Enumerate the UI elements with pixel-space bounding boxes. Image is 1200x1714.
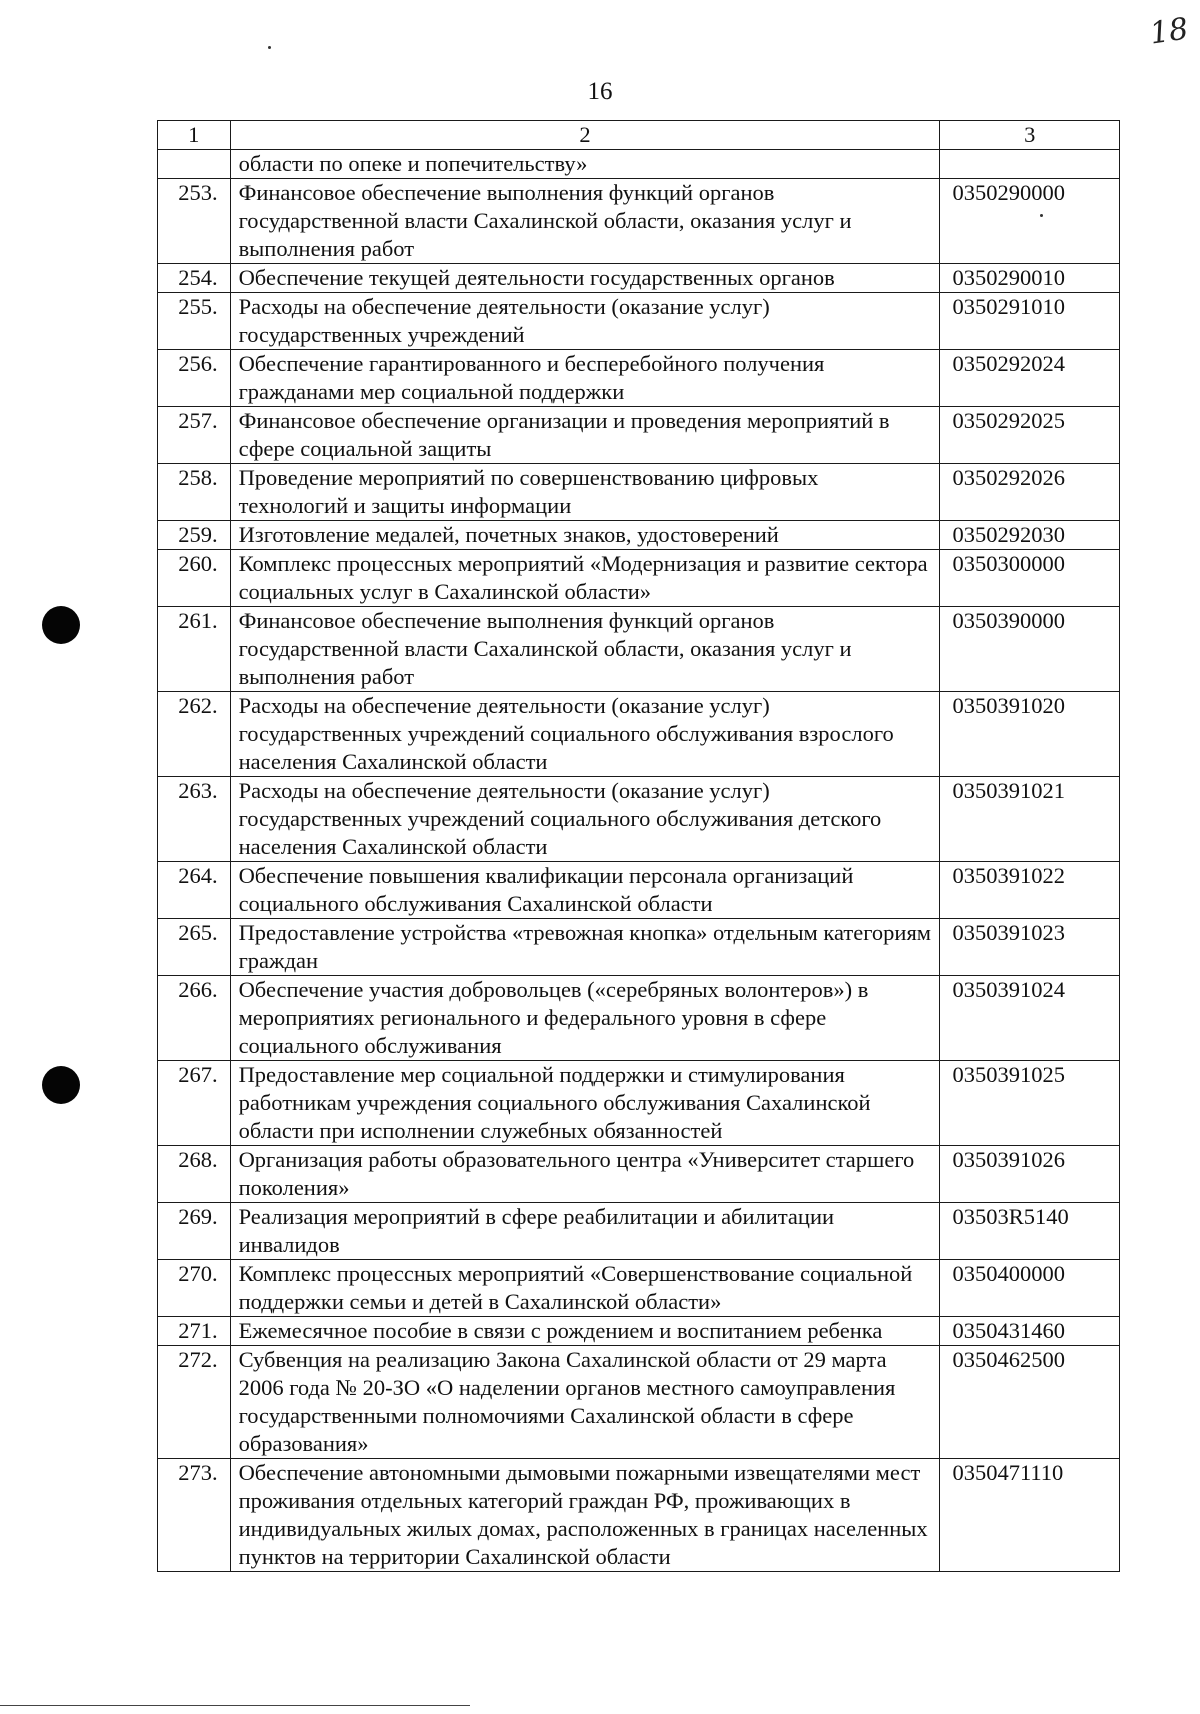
row-number: 265. [158, 919, 231, 976]
table-row [158, 550, 1120, 607]
row-code: 0350471110 [940, 1459, 1120, 1572]
row-code: 0350431460 [940, 1317, 1120, 1346]
row-number: 256. [158, 350, 231, 407]
punch-hole [42, 1066, 80, 1104]
row-code: 0350400000 [940, 1260, 1120, 1317]
table-row [158, 464, 1120, 521]
row-number: 270. [158, 1260, 231, 1317]
row-description: Ежемесячное пособие в связи с рождением и воспитанием ребенка [230, 1317, 940, 1346]
row-code: 0350391025 [940, 1061, 1120, 1146]
table-row [158, 179, 1120, 264]
row-description: Финансовое обеспечение организации и проведения мероприятий в сфере социальной защиты [230, 407, 940, 464]
row-description: Обеспечение повышения квалификации персонала организаций социального обслуживания Сахалинской области [230, 862, 940, 919]
row-number: 271. [158, 1317, 231, 1346]
row-code: 0350391020 [940, 692, 1120, 777]
table-row [158, 976, 1120, 1061]
row-code: 0350290010 [940, 264, 1120, 293]
row-description: Изготовление медалей, почетных знаков, удостоверений [230, 521, 940, 550]
header-col-2: 2 [230, 121, 940, 150]
table-header-row [158, 121, 1120, 150]
row-number: 253. [158, 179, 231, 264]
row-number: 257. [158, 407, 231, 464]
bottom-scan-line [0, 1705, 470, 1706]
row-number: 254. [158, 264, 231, 293]
row-code: 0350292025 [940, 407, 1120, 464]
row-code: 0350300000 [940, 550, 1120, 607]
table-row [158, 607, 1120, 692]
row-number: 267. [158, 1061, 231, 1146]
row-code: 0350391022 [940, 862, 1120, 919]
row-number: 262. [158, 692, 231, 777]
row-number: 269. [158, 1203, 231, 1260]
header-col-1: 1 [158, 121, 231, 150]
row-description: Предоставление устройства «тревожная кнопка» отдельным категориям граждан [230, 919, 940, 976]
row-code: 0350390000 [940, 607, 1120, 692]
row-number: 261. [158, 607, 231, 692]
row-number: 266. [158, 976, 231, 1061]
table-row [158, 293, 1120, 350]
table-row [158, 692, 1120, 777]
header-col-3: 3 [940, 121, 1120, 150]
table-row [158, 264, 1120, 293]
row-number: 258. [158, 464, 231, 521]
row-code: 03503R5140 [940, 1203, 1120, 1260]
row-code: 0350292024 [940, 350, 1120, 407]
table-row [158, 521, 1120, 550]
table-row [158, 862, 1120, 919]
continuation-row [158, 150, 1120, 179]
row-description: Обеспечение участия добровольцев («серебряных волонтеров») в мероприятиях регионального и федерального уровня в сфере социального обслуживания [230, 976, 940, 1061]
row-description: Расходы на обеспечение деятельности (оказание услуг) государственных учреждений [230, 293, 940, 350]
row-code: 0350292026 [940, 464, 1120, 521]
row-description: Финансовое обеспечение выполнения функций органов государственной власти Сахалинской области, оказания услуг и выполнения работ [230, 607, 940, 692]
budget-codes-table [157, 120, 1120, 1572]
row-description: Проведение мероприятий по совершенствованию цифровых технологий и защиты информации [230, 464, 940, 521]
row-code: 0350290000 [940, 179, 1120, 264]
row-code: 0350391024 [940, 976, 1120, 1061]
table-row [158, 350, 1120, 407]
row-number: 259. [158, 521, 231, 550]
row-description: Обеспечение текущей деятельности государственных органов [230, 264, 940, 293]
row-number: 272. [158, 1346, 231, 1459]
row-code: 0350462500 [940, 1346, 1120, 1459]
row-description: Расходы на обеспечение деятельности (оказание услуг) государственных учреждений социального обслуживания детского населения Сахалинской области [230, 777, 940, 862]
row-description: Финансовое обеспечение выполнения функций органов государственной власти Сахалинской области, оказания услуг и выполнения работ [230, 179, 940, 264]
row-code: 0350391026 [940, 1146, 1120, 1203]
row-description: Организация работы образовательного центра «Университет старшего поколения» [230, 1146, 940, 1203]
table-row [158, 1203, 1120, 1260]
row-code: 0350391021 [940, 777, 1120, 862]
row-description: Реализация мероприятий в сфере реабилитации и абилитации инвалидов [230, 1203, 940, 1260]
row-description: Комплекс процессных мероприятий «Совершенствование социальной поддержки семьи и детей в Сахалинской области» [230, 1260, 940, 1317]
table-row [158, 919, 1120, 976]
row-description: Комплекс процессных мероприятий «Модернизация и развитие сектора социальных услуг в Сахалинской области» [230, 550, 940, 607]
row-number: 264. [158, 862, 231, 919]
table-row [158, 1061, 1120, 1146]
handwritten-sheet-number: 18 [1147, 11, 1191, 52]
row-number: 273. [158, 1459, 231, 1572]
punch-hole [42, 606, 80, 644]
table-row [158, 1459, 1120, 1572]
row-description: Предоставление мер социальной поддержки и стимулирования работникам учреждения социального обслуживания Сахалинской области при исполнении служебных обязанностей [230, 1061, 940, 1146]
table-row [158, 1260, 1120, 1317]
table-row [158, 777, 1120, 862]
row-number: 268. [158, 1146, 231, 1203]
table-row [158, 407, 1120, 464]
row-description: Обеспечение гарантированного и бесперебойного получения гражданами мер социальной поддержки [230, 350, 940, 407]
table-row [158, 1346, 1120, 1459]
row-code: 0350391023 [940, 919, 1120, 976]
row-number: 255. [158, 293, 231, 350]
row-description: Расходы на обеспечение деятельности (оказание услуг) государственных учреждений социального обслуживания взрослого населения Сахалинской области [230, 692, 940, 777]
row-description: Обеспечение автономными дымовыми пожарными извещателями мест проживания отдельных категорий граждан РФ, проживающих в индивидуальных жилых домах, расположенных в границах населенных пунктов на территории Сахалинской области [230, 1459, 940, 1572]
row-number: 260. [158, 550, 231, 607]
table-row [158, 1317, 1120, 1346]
row-code: 0350292030 [940, 521, 1120, 550]
row-number: 263. [158, 777, 231, 862]
table-row [158, 1146, 1120, 1203]
scan-speck [268, 46, 271, 49]
row-code: 0350291010 [940, 293, 1120, 350]
row-description: Субвенция на реализацию Закона Сахалинской области от 29 марта 2006 года № 20-ЗО «О наделении органов местного самоуправления государственными полномочиями Сахалинской области в сфере образования» [230, 1346, 940, 1459]
page-number: 16 [587, 78, 613, 105]
continuation-text: области по опеке и попечительству» [230, 150, 940, 179]
